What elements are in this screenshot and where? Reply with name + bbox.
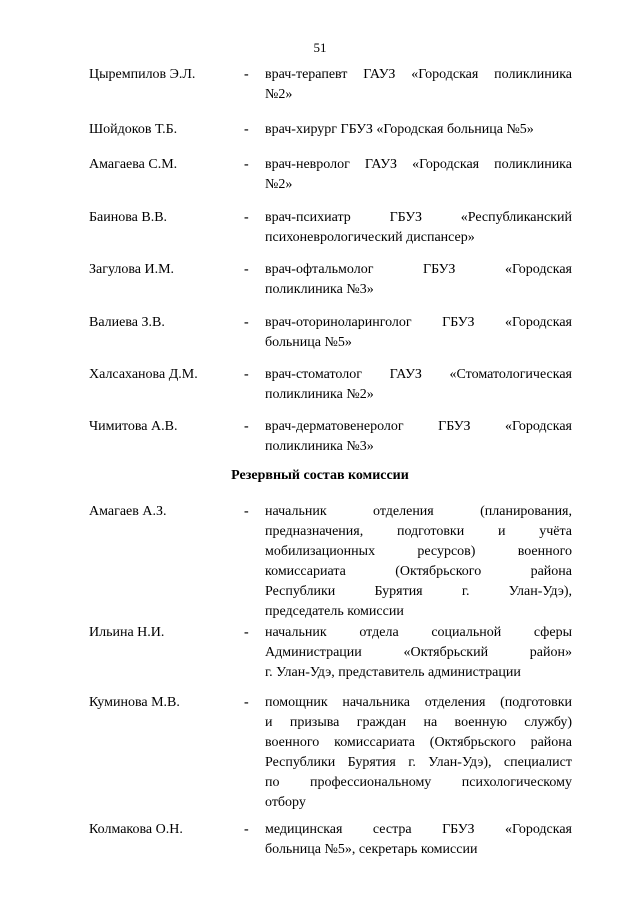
position-line: комиссариата (Октябрьского района	[265, 564, 572, 579]
member-position	[265, 120, 572, 140]
position-line: Администрации «Октябрьский район»	[265, 645, 572, 660]
member-dash: -	[244, 67, 249, 82]
member-position	[265, 693, 572, 813]
member-name: Амагаев А.З.	[89, 504, 167, 519]
member-name: Амагаева С.М.	[89, 157, 178, 172]
member-name: Колмакова О.Н.	[89, 822, 183, 837]
position-line: поликлиника №2»	[265, 387, 374, 402]
member-dash: -	[244, 695, 249, 710]
member-name: Цыремпилов Э.Л.	[89, 67, 196, 82]
position-line: врач-стоматолог ГАУЗ «Стоматологическая	[265, 367, 572, 382]
member-name: Ильина Н.И.	[89, 625, 165, 640]
member-name: Загулова И.М.	[89, 262, 175, 277]
position-line: военного комиссариата (Октябрьского района	[265, 735, 572, 750]
position-line: по профессиональному психологическому	[265, 775, 572, 790]
position-line: больница №5», секретарь комиссии	[265, 842, 478, 857]
member-name: Баинова В.В.	[89, 210, 168, 225]
position-line: больница №5»	[265, 335, 352, 350]
member-dash: -	[244, 625, 249, 640]
position-line: начальник отдела социальной сферы	[265, 625, 572, 640]
member-dash: -	[244, 315, 249, 330]
member-position	[265, 208, 572, 248]
position-line: врач-хирург ГБУЗ «Городская больница №5»	[265, 122, 534, 137]
position-line: психоневрологический диспансер»	[265, 230, 475, 245]
position-line: медицинская сестра ГБУЗ «Городская	[265, 822, 572, 837]
position-line: №2»	[265, 87, 293, 102]
member-name: Куминова М.В.	[89, 695, 180, 710]
member-dash: -	[244, 262, 249, 277]
member-name: Валиева З.В.	[89, 315, 165, 330]
member-dash: -	[244, 367, 249, 382]
member-position	[265, 313, 572, 353]
position-line: №2»	[265, 177, 293, 192]
position-line: отбору	[265, 795, 306, 810]
member-name: Шойдоков Т.Б.	[89, 122, 178, 137]
position-line: Республики Бурятия г. Улан-Удэ),	[265, 584, 572, 599]
member-name: Чимитова А.В.	[89, 419, 178, 434]
position-line: председатель комиссии	[265, 604, 404, 619]
page-number: 51	[313, 40, 327, 55]
member-position	[265, 417, 572, 457]
position-line: поликлиника №3»	[265, 282, 374, 297]
member-position	[265, 65, 572, 105]
member-position	[265, 623, 572, 683]
member-dash: -	[244, 419, 249, 434]
member-name: Халсаханова Д.М.	[89, 367, 198, 382]
member-position	[265, 820, 572, 860]
position-line: поликлиника №3»	[265, 439, 374, 454]
member-position	[265, 155, 572, 195]
member-position	[265, 260, 572, 300]
position-line: врач-психиатр ГБУЗ «Республиканский	[265, 210, 572, 225]
position-line: врач-дерматовенеролог ГБУЗ «Городская	[265, 419, 572, 434]
position-line: начальник отделения (планирования,	[265, 504, 572, 519]
reserve-section-heading: Резервный состав комиссии	[231, 468, 409, 483]
position-line: врач-невролог ГАУЗ «Городская поликлиника	[265, 157, 572, 172]
member-dash: -	[244, 822, 249, 837]
member-position	[265, 365, 572, 405]
position-line: Республики Бурятия г. Улан-Удэ), специалист	[265, 755, 572, 770]
member-dash: -	[244, 504, 249, 519]
member-dash: -	[244, 122, 249, 137]
member-dash: -	[244, 210, 249, 225]
member-dash: -	[244, 157, 249, 172]
position-line: врач-офтальмолог ГБУЗ «Городская	[265, 262, 572, 277]
member-position	[265, 502, 572, 622]
position-line: врач-оториноларинголог ГБУЗ «Городская	[265, 315, 572, 330]
position-line: врач-терапевт ГАУЗ «Городская поликлиника	[265, 67, 572, 82]
position-line: мобилизационных ресурсов) военного	[265, 544, 572, 559]
position-line: и призыва граждан на военную службу)	[265, 715, 572, 730]
position-line: предназначения, подготовки и учёта	[265, 524, 572, 539]
position-line: помощник начальника отделения (подготовки	[265, 695, 572, 710]
position-line: г. Улан-Удэ, представитель администрации	[265, 665, 521, 680]
